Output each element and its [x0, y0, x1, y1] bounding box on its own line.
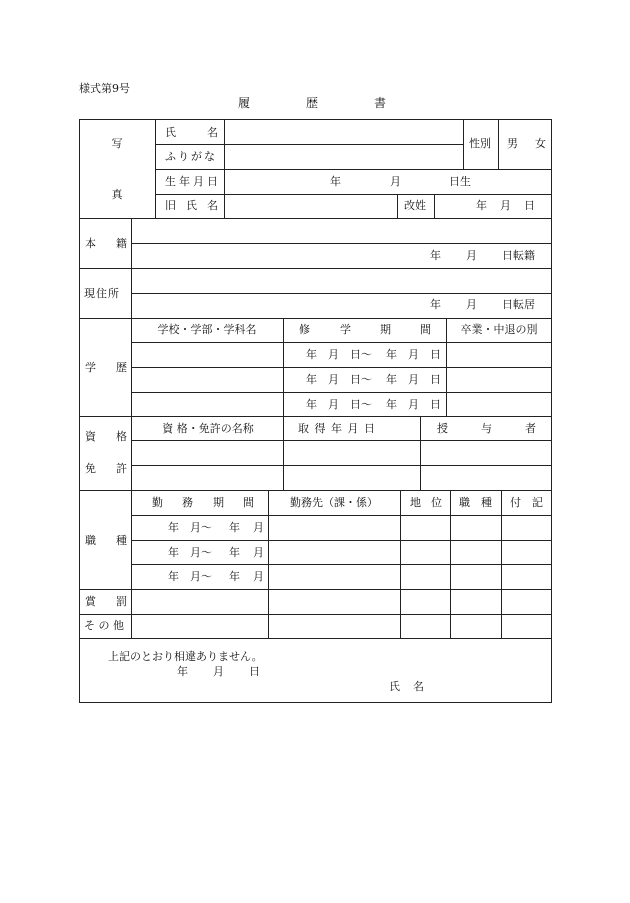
career-note-field[interactable] — [502, 565, 551, 588]
career-header-note-2: 記 — [532, 496, 543, 509]
qualification-header-grantor-3: 者 — [525, 422, 536, 435]
photo-label-2: 真 — [111, 188, 123, 201]
career-workplace-field[interactable] — [269, 565, 399, 588]
career-month-start: 月〜 — [190, 521, 212, 534]
education-status-field[interactable] — [447, 368, 551, 391]
period-year-end: 年 — [386, 398, 397, 411]
career-position-field[interactable] — [401, 541, 449, 563]
license-label-2: 許 — [116, 462, 127, 475]
education-header-status: 卒業・中退の別 — [460, 323, 538, 336]
address-transfer-suffix: 日転居 — [502, 298, 535, 311]
name-change-year: 年 — [476, 199, 487, 212]
period-day-start: 日〜 — [350, 398, 372, 411]
career-header-period-4: 間 — [243, 496, 254, 509]
career-position-field[interactable] — [401, 516, 449, 539]
birthdate-field[interactable] — [225, 170, 551, 193]
rewards-label-1: 賞 — [85, 595, 96, 608]
period-year-start: 年 — [306, 398, 317, 411]
period-year-start: 年 — [306, 348, 317, 361]
birthdate-label: 生年月日 — [165, 175, 221, 188]
address-label: 現住所 — [84, 287, 120, 300]
other-label: そ の 他 — [84, 619, 124, 632]
gender-label: 性別 — [469, 137, 491, 150]
period-day-end: 日 — [430, 373, 441, 386]
qualification-header-grantor-1: 授 — [437, 422, 448, 435]
career-label-1: 職 — [85, 534, 96, 547]
birth-day-unit: 日生 — [449, 175, 471, 188]
career-year-start: 年 — [168, 546, 179, 559]
address-year: 年 — [430, 298, 441, 311]
career-header-period-1: 勤 — [152, 496, 163, 509]
furigana-label: ふりがな — [165, 150, 217, 163]
honseki-year: 年 — [430, 249, 441, 262]
address-month: 月 — [466, 298, 477, 311]
license-label-1: 免 — [85, 462, 96, 475]
address-field[interactable] — [132, 269, 551, 292]
declaration-month: 月 — [213, 665, 224, 678]
qualification-name-field[interactable] — [132, 441, 282, 464]
name-field[interactable] — [225, 120, 462, 143]
education-status-field[interactable] — [447, 343, 551, 366]
honseki-label-1: 本 — [85, 237, 96, 250]
gender-male[interactable]: 男 — [507, 137, 518, 150]
career-header-position-2: 位 — [431, 496, 442, 509]
career-header-period-2: 務 — [182, 496, 193, 509]
education-status-field[interactable] — [447, 393, 551, 415]
period-day-end: 日 — [430, 348, 441, 361]
education-school-field[interactable] — [132, 368, 282, 391]
education-label-2: 歴 — [116, 361, 127, 374]
career-year-end: 年 — [229, 546, 240, 559]
career-year-start: 年 — [168, 570, 179, 583]
career-workplace-field[interactable] — [269, 541, 399, 563]
name-change-label: 改姓 — [404, 199, 426, 212]
education-header-period-2: 学 — [340, 323, 351, 336]
career-month-start: 月〜 — [190, 546, 212, 559]
declaration-day: 日 — [249, 665, 260, 678]
birth-month-unit: 月 — [390, 175, 401, 188]
qualification-name-field[interactable] — [132, 466, 282, 489]
honseki-field[interactable] — [132, 219, 551, 242]
qualification-grantor-field[interactable] — [421, 441, 551, 464]
period-month-end: 月 — [408, 398, 419, 411]
signature-field[interactable] — [430, 676, 548, 696]
title-char-1: 履 — [237, 96, 251, 110]
title-char-2: 歴 — [305, 96, 319, 110]
gender-female[interactable]: 女 — [535, 137, 546, 150]
career-note-field[interactable] — [502, 516, 551, 539]
career-month-end: 月 — [253, 570, 264, 583]
former-name-label-3: 名 — [207, 199, 218, 212]
period-month-start: 月 — [328, 398, 339, 411]
career-header-jobtype-1: 職 — [459, 496, 470, 509]
birth-year-unit: 年 — [330, 175, 341, 188]
career-jobtype-field[interactable] — [451, 516, 500, 539]
honseki-month: 月 — [466, 249, 477, 262]
name-label-2: 名 — [207, 126, 218, 139]
period-month-start: 月 — [328, 348, 339, 361]
period-day-start: 日〜 — [350, 373, 372, 386]
career-jobtype-field[interactable] — [451, 565, 500, 588]
title-char-3: 書 — [373, 96, 387, 110]
education-school-field[interactable] — [132, 343, 282, 366]
former-name-label-2: 氏 — [186, 199, 197, 212]
former-name-field[interactable] — [225, 195, 396, 217]
qualification-header-acquired: 取 得 年 月 日 — [298, 422, 376, 435]
rewards-field[interactable] — [132, 590, 551, 613]
qualification-date-field[interactable] — [284, 466, 419, 489]
period-month-start: 月 — [328, 373, 339, 386]
career-year-end: 年 — [229, 521, 240, 534]
period-month-end: 月 — [408, 373, 419, 386]
former-name-label-1: 旧 — [165, 199, 176, 212]
career-jobtype-field[interactable] — [451, 541, 500, 563]
career-header-position-1: 地 — [410, 496, 421, 509]
form-number: 様式第9号 — [79, 82, 130, 95]
honseki-label-2: 籍 — [116, 237, 127, 250]
period-year-end: 年 — [386, 348, 397, 361]
education-header-period-4: 間 — [420, 323, 431, 336]
period-day-start: 日〜 — [350, 348, 372, 361]
name-label-1: 氏 — [165, 126, 176, 139]
qualification-grantor-field[interactable] — [421, 466, 551, 489]
period-year-start: 年 — [306, 373, 317, 386]
education-school-field[interactable] — [132, 393, 282, 415]
career-month-end: 月 — [253, 546, 264, 559]
career-month-end: 月 — [253, 521, 264, 534]
career-workplace-field[interactable] — [269, 516, 399, 539]
education-header-period-1: 修 — [299, 323, 310, 336]
photo-label-1: 写 — [111, 137, 123, 150]
rewards-label-2: 罰 — [116, 595, 127, 608]
education-header-school: 学校・学部・学科名 — [157, 323, 257, 336]
qualification-header-name: 資 格・免許の名称 — [162, 422, 254, 435]
other-field[interactable] — [132, 615, 551, 637]
qualification-label-2: 格 — [116, 430, 127, 443]
career-label-2: 種 — [116, 534, 127, 547]
qualification-label-1: 資 — [85, 430, 96, 443]
career-note-field[interactable] — [502, 541, 551, 563]
name-change-day: 日 — [524, 199, 535, 212]
period-day-end: 日 — [430, 398, 441, 411]
career-header-jobtype-2: 種 — [481, 496, 492, 509]
career-header-workplace: 勤務先（課・係） — [290, 496, 378, 509]
period-year-end: 年 — [386, 373, 397, 386]
career-year-start: 年 — [168, 521, 179, 534]
signature-label-2: 名 — [413, 680, 424, 693]
career-month-start: 月〜 — [190, 570, 212, 583]
education-header-period-3: 期 — [380, 323, 391, 336]
name-change-month: 月 — [500, 199, 511, 212]
declaration-year: 年 — [177, 665, 188, 678]
qualification-header-grantor-2: 与 — [481, 422, 492, 435]
career-header-period-3: 期 — [213, 496, 224, 509]
education-label-1: 学 — [85, 361, 96, 374]
period-month-end: 月 — [408, 348, 419, 361]
furigana-field[interactable] — [225, 145, 462, 168]
signature-label-1: 氏 — [389, 680, 400, 693]
qualification-date-field[interactable] — [284, 441, 419, 464]
career-header-note-1: 付 — [510, 496, 521, 509]
career-position-field[interactable] — [401, 565, 449, 588]
honseki-transfer-suffix: 日転籍 — [502, 249, 535, 262]
career-year-end: 年 — [229, 570, 240, 583]
declaration-text: 上記のとおり相違ありません。 — [108, 650, 263, 663]
